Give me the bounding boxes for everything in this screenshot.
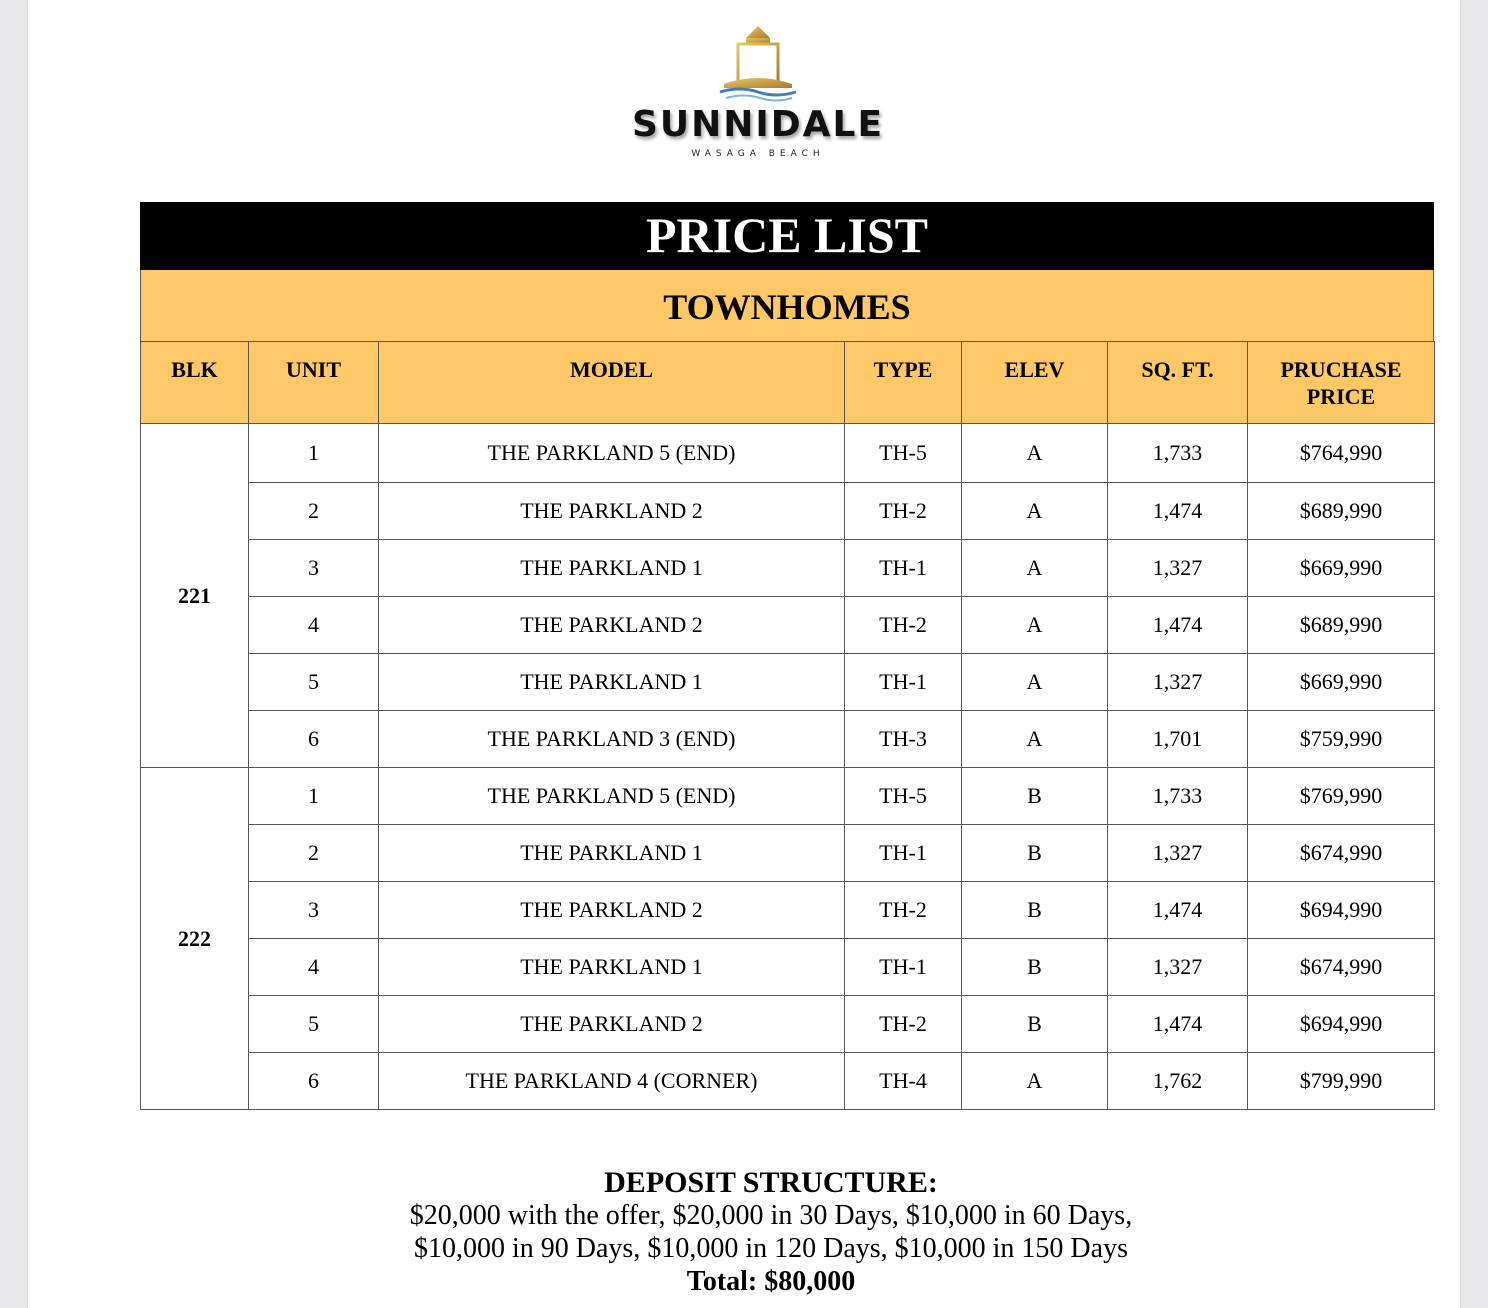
elev-cell: A: [962, 654, 1108, 711]
header-unit: UNIT: [249, 342, 379, 424]
model-cell: THE PARKLAND 1: [379, 654, 845, 711]
table-row: [141, 996, 1435, 1053]
elev-cell: A: [962, 424, 1108, 483]
sqft-cell: 1,474: [1108, 483, 1248, 540]
elev-cell: A: [962, 1053, 1108, 1110]
unit-cell: 6: [249, 711, 379, 768]
elev-cell: B: [962, 996, 1108, 1053]
price-cell: $769,990: [1248, 768, 1435, 825]
sqft-cell: 1,474: [1108, 996, 1248, 1053]
table-row: [141, 424, 1435, 483]
type-cell: TH-2: [845, 483, 962, 540]
deposit-line-2: $10,000 in 90 Days, $10,000 in 120 Days, $10,000 in 150 Days: [414, 1233, 1128, 1264]
table-row: [141, 825, 1435, 882]
type-cell: TH-3: [845, 711, 962, 768]
deposit-structure: [328, 1166, 1214, 1298]
type-cell: TH-2: [845, 996, 962, 1053]
unit-cell: 4: [249, 939, 379, 996]
model-cell: THE PARKLAND 3 (END): [379, 711, 845, 768]
elev-cell: B: [962, 939, 1108, 996]
price-table: [140, 341, 1435, 1110]
model-cell: THE PARKLAND 2: [379, 483, 845, 540]
type-cell: TH-5: [845, 768, 962, 825]
price-cell: $669,990: [1248, 654, 1435, 711]
type-cell: TH-5: [845, 424, 962, 483]
blk-cell: 222: [141, 768, 249, 1110]
model-cell: THE PARKLAND 2: [379, 597, 845, 654]
price-cell: $694,990: [1248, 882, 1435, 939]
deposit-total: Total: $80,000: [686, 1266, 856, 1297]
table-row: [141, 711, 1435, 768]
sqft-cell: 1,474: [1108, 882, 1248, 939]
model-cell: THE PARKLAND 1: [379, 939, 845, 996]
brand-location: WASAGA BEACH: [691, 149, 825, 159]
unit-cell: 1: [249, 768, 379, 825]
sqft-cell: 1,762: [1108, 1053, 1248, 1110]
model-cell: THE PARKLAND 5 (END): [379, 768, 845, 825]
model-cell: THE PARKLAND 5 (END): [379, 424, 845, 483]
sunnidale-logo: [588, 22, 928, 172]
header-sqft: SQ. FT.: [1108, 342, 1248, 424]
sqft-cell: 1,701: [1108, 711, 1248, 768]
building-logo-icon: [716, 22, 800, 104]
unit-cell: 5: [249, 654, 379, 711]
table-row: [141, 768, 1435, 825]
unit-cell: 2: [249, 825, 379, 882]
table-row: [141, 654, 1435, 711]
elev-cell: A: [962, 483, 1108, 540]
type-cell: TH-2: [845, 597, 962, 654]
header-price: [1248, 342, 1435, 424]
sqft-cell: 1,327: [1108, 540, 1248, 597]
price-cell: $759,990: [1248, 711, 1435, 768]
table-row: [141, 483, 1435, 540]
price-cell: $764,990: [1248, 424, 1435, 483]
header-price-line2: PRICE: [1306, 384, 1376, 409]
document-page: [28, 0, 1460, 1308]
deposit-title: DEPOSIT STRUCTURE:: [604, 1166, 938, 1199]
sqft-cell: 1,733: [1108, 424, 1248, 483]
unit-cell: 2: [249, 483, 379, 540]
townhomes-subtitle: TOWNHOMES: [140, 270, 1434, 341]
price-list-title: PRICE LIST: [140, 202, 1434, 270]
blk-cell: 221: [141, 424, 249, 768]
brand-name: SUNNIDALE: [631, 104, 885, 145]
model-cell: THE PARKLAND 1: [379, 825, 845, 882]
table-row: [141, 597, 1435, 654]
elev-cell: A: [962, 540, 1108, 597]
table-row: [141, 882, 1435, 939]
table-header-row: [141, 342, 1435, 424]
unit-cell: 3: [249, 540, 379, 597]
price-cell: $694,990: [1248, 996, 1435, 1053]
sqft-cell: 1,327: [1108, 939, 1248, 996]
price-cell: $799,990: [1248, 1053, 1435, 1110]
table-row: [141, 939, 1435, 996]
type-cell: TH-4: [845, 1053, 962, 1110]
model-cell: THE PARKLAND 2: [379, 882, 845, 939]
type-cell: TH-1: [845, 825, 962, 882]
type-cell: TH-1: [845, 540, 962, 597]
type-cell: TH-2: [845, 882, 962, 939]
header-elev: ELEV: [962, 342, 1108, 424]
table-row: [141, 540, 1435, 597]
header-model: MODEL: [379, 342, 845, 424]
sqft-cell: 1,474: [1108, 597, 1248, 654]
price-cell: $674,990: [1248, 825, 1435, 882]
price-cell: $689,990: [1248, 483, 1435, 540]
unit-cell: 5: [249, 996, 379, 1053]
model-cell: THE PARKLAND 4 (CORNER): [379, 1053, 845, 1110]
sqft-cell: 1,327: [1108, 825, 1248, 882]
elev-cell: B: [962, 882, 1108, 939]
type-cell: TH-1: [845, 939, 962, 996]
elev-cell: B: [962, 768, 1108, 825]
price-cell: $669,990: [1248, 540, 1435, 597]
deposit-line-1: $20,000 with the offer, $20,000 in 30 Days, $10,000 in 60 Days,: [409, 1200, 1133, 1231]
price-cell: $674,990: [1248, 939, 1435, 996]
elev-cell: B: [962, 825, 1108, 882]
header-blk: BLK: [141, 342, 249, 424]
elev-cell: A: [962, 711, 1108, 768]
unit-cell: 1: [249, 424, 379, 483]
header-price-line1: PRUCHASE: [1280, 357, 1402, 382]
unit-cell: 4: [249, 597, 379, 654]
model-cell: THE PARKLAND 1: [379, 540, 845, 597]
sqft-cell: 1,327: [1108, 654, 1248, 711]
unit-cell: 3: [249, 882, 379, 939]
table-row: [141, 1053, 1435, 1110]
price-cell: $689,990: [1248, 597, 1435, 654]
type-cell: TH-1: [845, 654, 962, 711]
header-type: TYPE: [845, 342, 962, 424]
model-cell: THE PARKLAND 2: [379, 996, 845, 1053]
elev-cell: A: [962, 597, 1108, 654]
unit-cell: 6: [249, 1053, 379, 1110]
sqft-cell: 1,733: [1108, 768, 1248, 825]
